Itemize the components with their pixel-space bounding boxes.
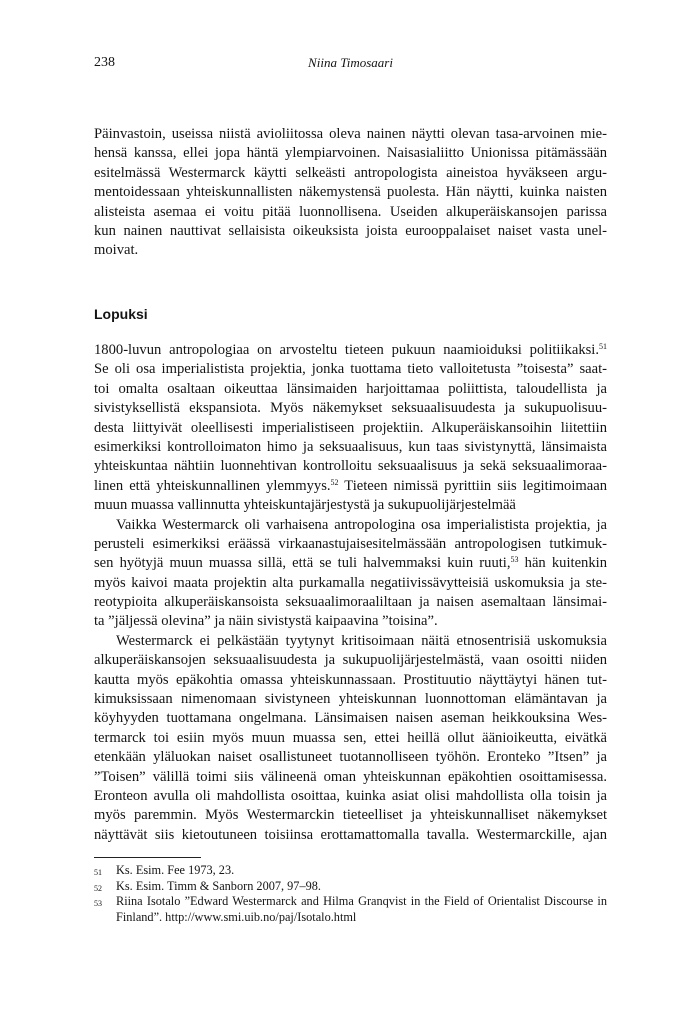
text-line [94,729,607,748]
text-line [94,826,607,845]
line-text: myös kaivoi maata projektin alta purkamalla negatiivissävytteisiä uskomuksia ja ste- [94,574,607,591]
text-line [94,768,607,787]
running-head: Niina Timosaari [308,55,393,70]
line-text: yhteiskuntaa nähtiin luonnehtivan kontrolloitu seksuaalisuus ja sekä seksuaalimoraa- [94,458,607,475]
line-text: toi omalta osaltaan oikeuttaa länsimaiden harjoittamaa poliittista, taloudellista ja [94,380,607,397]
text-line [94,806,607,825]
page-number: 238 [94,55,115,70]
paragraph-conclusion [94,341,607,845]
text-line [94,748,607,767]
text-line [94,554,607,573]
line-text: kautta myös epäkohtia omassa yhteiskunnassaan. Prostituutio näyttäytyi hänen tut- [94,671,607,688]
line-text: Eronteon avulla oli mahdollista osoittaa, kuinka asiat olisi mahdollista olla toisin ja [94,787,607,804]
footnote [94,863,607,879]
line-text: muun muassa vallinnutta yhteiskuntajärjestystä ja sukupuolijärjestelmää [94,497,516,514]
line-text: kimuksissaan nimenomaan sivistyneen yhteiskunnan luonnottoman elämäntavan ja [94,691,607,708]
footnote-text: Finland”. http://www.smi.uib.no/paj/Isotalo.html [116,909,357,924]
line-text: desta liittyivät oleellisesti imperialistiseen projektiin. Alkuperäiskansoihin liitettiin [94,419,607,436]
line-text: köyhyyden tuottamana ongelmana. Länsimaisen naisen aseman heikkouksina Wes- [94,710,607,727]
line-text: alkuperäiskansojen seksuaalisuudesta ja sukupuolijärjestelmästä, vaan osoitti niiden [94,652,607,669]
text-line [94,457,607,476]
line-text: ”Toisen” välillä toimi siis välineenä oman yhteiskunnan epäkohtien osoittamisessa. [94,768,607,785]
text-line [94,360,607,379]
line-text: Tieteen nimissä pyrittiin siis legitimoimaan [338,477,607,494]
line-text: ta ”jäljessä olevina” ja näin sivistystä kaipaavina ”toisina”. [94,613,438,630]
line-text: perusteli esimerkiksi eräässä virkaanastujaisesitelmässään antropologisen tutkimuk- [94,535,607,552]
text-line: kun nainen nauttivat sellaisista oikeuksista joista eurooppalaiset naiset vasta unel- [94,222,607,239]
line-text: linen että yhteiskunnallinen ylemmyys. [94,477,331,494]
text-line [94,787,607,806]
footnote-number: 51 [94,868,102,877]
line-text: sen hyötyjä muun muassa sillä, että se tuli halvemmaksi kuin ruuti, [94,555,511,572]
text-line: Päinvastoin, useissa niistä avioliitossa oleva nainen näytti olevan tasa-arvoinen mie- [94,126,607,142]
line-text: myös paremmin. Myös Westermarckin tieteelliset ja yhteiskunnalliset näkemykset [94,807,607,824]
text-line [94,380,607,399]
text-line [94,535,607,554]
line-text: sivistyksellistä ekspansiota. Myös näkemykset seksuaalisuudesta ja sukupuolisuu- [94,400,607,417]
footnote-ref[interactable]: 51 [599,342,607,351]
footnotes [94,863,607,925]
line-text: Westermarck ei pelkästään tyytynyt kritisoimaan näitä etnosentrisiä uskomuksia [116,632,607,649]
text-line [94,690,607,709]
footnote-number: 52 [94,883,102,893]
text-line [94,399,607,418]
page-header [94,55,607,77]
line-text: hän kuitenkin [518,555,607,572]
line-text: esimerkiksi kontrolloimaton himo ja seksuaalisuus, kun taas sivistynyttä, länsimaista [94,438,607,455]
footnote-separator [94,857,201,858]
text-line: mentoidessaan yhteiskunnallisten näkemystensä puolesta. Hän näytti, kuinka naisten [94,184,607,201]
text-line: hensä kanssa, ellei jopa häntä ylempiarvoinen. Naisasialiitto Unionissa pitämässään [94,145,607,162]
line-text: termarck toi esiin myös muun muassa sen, ettei heillä ollut äänioikeutta, eivätkä [94,729,607,746]
line-text: Vaikka Westermarck oli varhaisena antropologina osa imperialistista projektia, ja [116,516,607,533]
text-line [94,612,607,631]
text-line [94,419,607,438]
text-line [94,477,607,496]
footnote [94,894,607,925]
paragraph-intro [94,125,607,261]
text-line [94,496,607,515]
text-line [94,632,607,651]
section-heading: Lopuksi [94,306,148,322]
text-line: alisteista asemaa ei voitu pitää luonnollisena. Useiden alkuperäiskansojen parissa [94,203,607,220]
text-line [94,516,607,535]
text-line [94,341,607,360]
text-line [94,709,607,728]
line-text: näyttävät siis kietoutuneen toisiinsa erottamattomalla tavalla. Westermarckille, ajan [94,826,607,843]
line-text: Se oli osa imperialistista projektia, jonka tuottama tieto valloitetusta ”toisesta” saat- [94,361,607,378]
footnote-text: Ks. Esim. Timm & Sanborn 2007, 97–98. [116,878,321,893]
footnote-number: 53 [94,899,102,909]
footnote-ref[interactable]: 53 [510,555,519,565]
text-line [94,593,607,612]
text-line: moivat. [94,242,139,259]
line-text: reotypioita alkuperäiskansoista seksuaalimoraaliltaan ja naisen asemaltaan länsimai- [94,594,607,611]
footnote [94,879,607,895]
footnote-text: Ks. Esim. Fee 1973, 23. [116,863,235,877]
line-text: 1800-luvun antropologiaa on arvosteltu tieteen pukuun naamioiduksi politiikaksi. [94,342,599,358]
footnote-ref[interactable]: 52 [330,477,339,487]
text-line [94,574,607,593]
text-line [94,651,607,670]
text-line [94,438,607,457]
text-line [94,671,607,690]
footnote-text: Riina Isotalo ”Edward Westermarck and Hilma Granqvist in the Field of Orientalist Discourse in [116,894,607,909]
text-line: esitelmässä Westermarck käytti selkeästi antropologista aineistoa hyväkseen argu- [94,164,607,181]
line-text: etenkään yläluokan naiset osallistuneet tuotannolliseen työhön. Eronteko ”Itsen” ja [94,749,607,766]
